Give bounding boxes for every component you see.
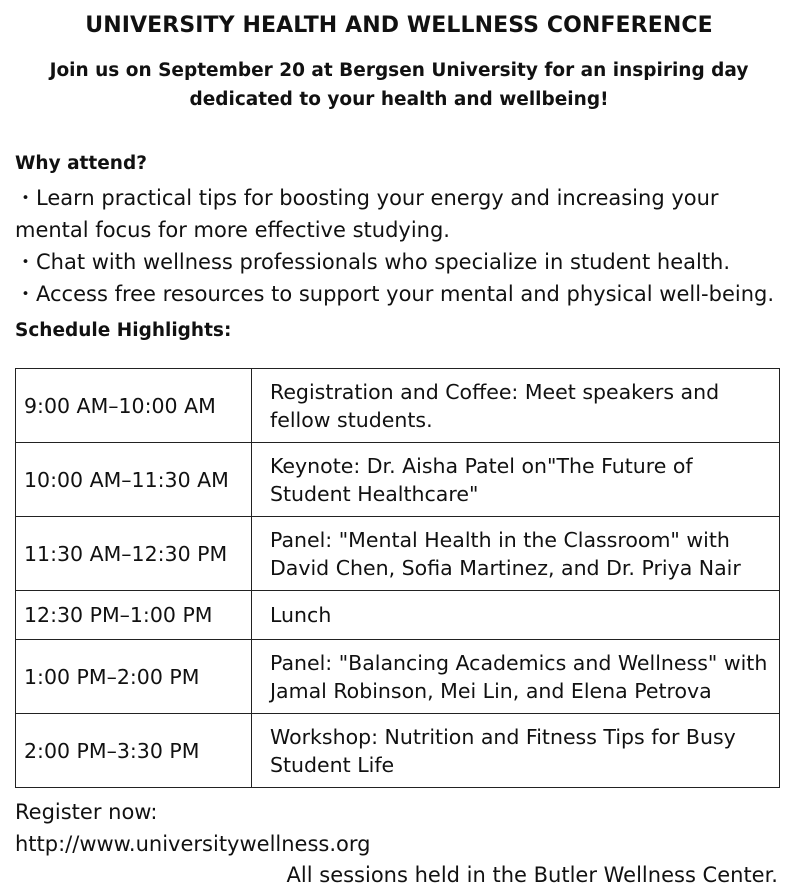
- register-label: Register now:: [15, 800, 158, 824]
- schedule-description: Keynote: Dr. Aisha Patel on"The Future of Student Healthcare": [252, 443, 780, 517]
- schedule-time: 12:30 PM–1:00 PM: [16, 591, 252, 640]
- schedule-time: 1:00 PM–2:00 PM: [16, 640, 252, 714]
- schedule-time: 11:30 AM–12:30 PM: [16, 517, 252, 591]
- why-attend-item: ・Learn practical tips for boosting your energy and increasing your mental focus for more effective studying.: [15, 186, 719, 242]
- schedule-time: 9:00 AM–10:00 AM: [16, 369, 252, 443]
- schedule-time: 2:00 PM–3:30 PM: [16, 714, 252, 788]
- register-block: [15, 796, 370, 860]
- schedule-description: Panel: "Mental Health in the Classroom" with David Chen, Sofia Martinez, and Dr. Priya Nair: [252, 517, 780, 591]
- table-row: [16, 640, 780, 714]
- why-attend-item: ・Chat with wellness professionals who specialize in student health.: [15, 250, 731, 274]
- schedule-description: Registration and Coffee: Meet speakers and fellow students.: [252, 369, 780, 443]
- schedule-description: Panel: "Balancing Academics and Wellness" with Jamal Robinson, Mei Lin, and Elena Petrova: [252, 640, 780, 714]
- why-attend-list: [15, 182, 790, 310]
- page-title: UNIVERSITY HEALTH AND WELLNESS CONFERENCE: [85, 13, 713, 38]
- table-row: [16, 443, 780, 517]
- schedule-heading: Schedule Highlights:: [15, 320, 232, 341]
- why-attend-item: ・Access free resources to support your mental and physical well-being.: [15, 282, 775, 306]
- why-attend-heading: Why attend?: [15, 153, 147, 174]
- schedule-description: Lunch: [252, 591, 780, 640]
- schedule-time: 10:00 AM–11:30 AM: [16, 443, 252, 517]
- register-url: http://www.universitywellness.org: [15, 832, 371, 856]
- venue-note: All sessions held in the Butler Wellness Center.: [286, 863, 778, 887]
- page-subtitle: Join us on September 20 at Bergsen University for an inspiring day dedicated to your health and wellbeing!: [49, 60, 749, 110]
- table-row: [16, 714, 780, 788]
- schedule-description: Workshop: Nutrition and Fitness Tips for Busy Student Life: [252, 714, 780, 788]
- table-row: [16, 517, 780, 591]
- table-row: [16, 369, 780, 443]
- table-row: [16, 591, 780, 640]
- schedule-table: [15, 368, 780, 788]
